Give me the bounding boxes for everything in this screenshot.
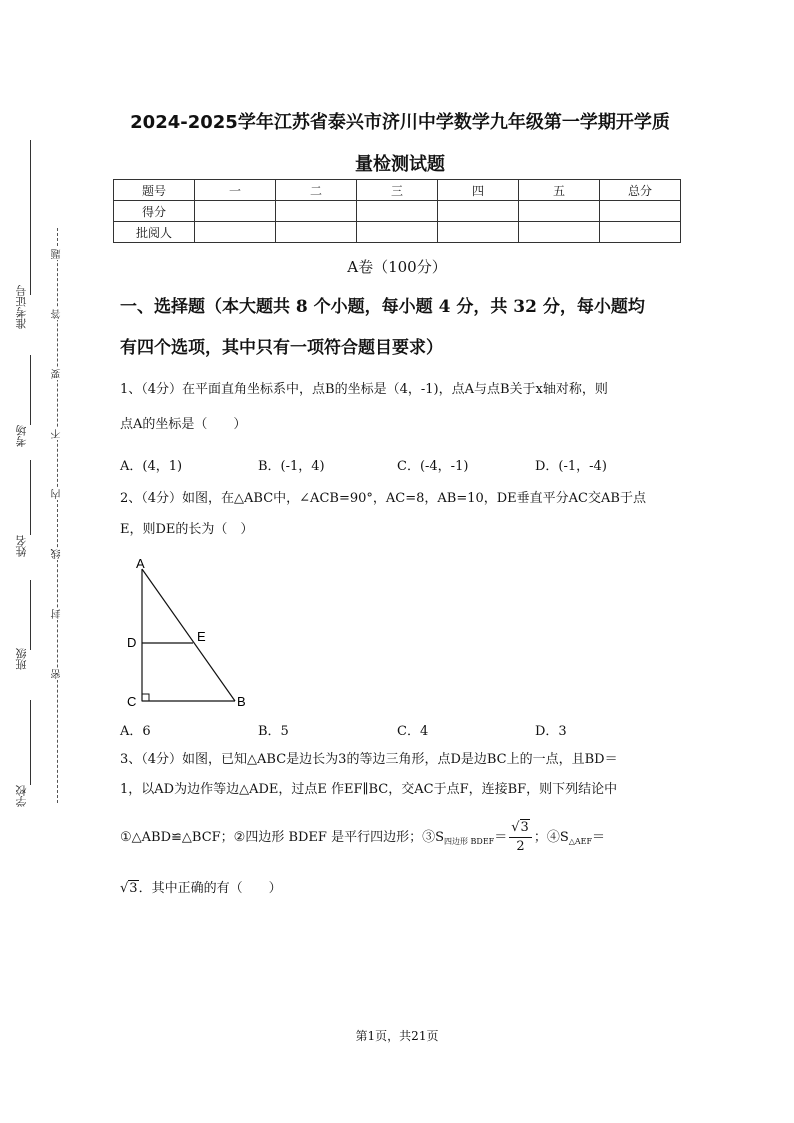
seal-char: 要 [52, 369, 63, 379]
seal-char: 不 [52, 429, 63, 439]
label-c: C [127, 694, 137, 709]
table-cell: 得分 [114, 201, 195, 222]
equals-sign: ＝ [592, 830, 606, 845]
sqrt3-symbol: √3 [120, 881, 138, 896]
score-entry-cell[interactable] [600, 201, 681, 222]
q1-option-b[interactable]: B．(-1，4) [258, 459, 325, 474]
exam-title-line1: 2024-2025学年江苏省泰兴市济川中学数学九年级第一学期开学质 [130, 112, 670, 133]
label-b: B [237, 694, 246, 709]
seal-char: 答 [52, 309, 63, 319]
q1-option-d[interactable]: D．(-1，-4) [535, 459, 607, 474]
q3-conclusion-4: ；④S [533, 830, 569, 845]
question-3-line1: 3、（4分）如图，已知△ABC是边长为3的等边三角形，点D是边BC上的一点，且BD＝ [120, 752, 618, 767]
score-entry-cell[interactable] [357, 201, 438, 222]
class-label: 班级 [15, 648, 28, 670]
q2-option-c[interactable]: C．4 [397, 724, 429, 739]
score-table-row [114, 201, 681, 222]
triangle-figure [120, 553, 260, 715]
q2-option-a[interactable]: A．6 [120, 724, 151, 739]
table-cell: 四 [438, 180, 519, 201]
q1-option-a[interactable]: A．(4，1) [120, 459, 183, 474]
score-table [113, 179, 681, 243]
q3-subscript-aef: △AEF [568, 837, 593, 846]
sqrt3-over-2-fraction: $\frac{√3}{2}$ [509, 819, 532, 856]
seal-char: 线 [52, 549, 63, 559]
page-footer: 第1页，共21页 [355, 1029, 439, 1043]
score-entry-cell[interactable] [438, 201, 519, 222]
grader-entry-cell[interactable] [600, 222, 681, 243]
question-1-line2: 点A的坐标是（ ） [120, 417, 247, 432]
table-cell: 总分 [600, 180, 681, 201]
seal-char: 题 [52, 249, 63, 259]
segment-ab [142, 569, 235, 701]
class-line [30, 580, 31, 650]
q1-option-c[interactable]: C．(-4，-1) [397, 459, 469, 474]
exam-room-line [30, 355, 31, 425]
table-cell: 五 [519, 180, 600, 201]
table-cell: 二 [276, 180, 357, 201]
question-3-line4 [120, 872, 680, 906]
equals-sign: ＝ [494, 830, 508, 845]
name-label: 姓名 [15, 535, 28, 557]
score-entry-cell[interactable] [195, 201, 276, 222]
grader-entry-cell[interactable] [357, 222, 438, 243]
table-cell: 三 [357, 180, 438, 201]
score-table-row [114, 222, 681, 243]
label-e: E [197, 629, 206, 644]
q3-subscript-bdef: 四边形 BDEF [443, 837, 495, 846]
school-label: 学校 [15, 785, 28, 807]
paper-section-a: A卷（100分） [347, 258, 447, 276]
candidate-number-label: 准考证号 [15, 285, 28, 329]
q3-conclusions-1-3: ①△ABD≌△BCF；②四边形 BDEF 是平行四边形；③S [120, 830, 444, 845]
question-1-line1: 1、（4分）在平面直角坐标系中，点B的坐标是（4，-1)，点A与点B关于x轴对称，则 [120, 382, 608, 397]
seal-char: 密 [52, 669, 63, 679]
table-cell: 题号 [114, 180, 195, 201]
grader-entry-cell[interactable] [519, 222, 600, 243]
table-cell: 批阅人 [114, 222, 195, 243]
grader-entry-cell[interactable] [438, 222, 519, 243]
section-heading-line2: 有四个选项，其中只有一项符合题目要求） [120, 338, 443, 358]
score-table-header-row [114, 180, 681, 201]
exam-room-label: 考场 [15, 425, 28, 447]
label-a: A [136, 556, 145, 571]
question-2-line1: 2、（4分）如图，在△ABC中，∠ACB=90°，AC=8，AB=10，DE垂直平分AC交AB于点 [120, 491, 646, 506]
seal-char: 内 [52, 489, 63, 499]
exam-title-line2: 量检测试题 [355, 154, 445, 175]
school-line [30, 700, 31, 785]
question-3-conclusions [120, 818, 680, 862]
label-d: D [127, 635, 137, 650]
question-2-line2: E，则DE的长为（ ） [120, 522, 254, 537]
q3-question-prompt: ．其中正确的有（ ） [138, 881, 282, 896]
section-heading-line1: 一、选择题（本大题共 8 个小题，每小题 4 分，共 32 分，每小题均 [120, 297, 645, 317]
grader-entry-cell[interactable] [195, 222, 276, 243]
name-line [30, 460, 31, 535]
q2-option-d[interactable]: D．3 [535, 724, 567, 739]
score-entry-cell[interactable] [276, 201, 357, 222]
score-entry-cell[interactable] [519, 201, 600, 222]
seal-char: 封 [52, 609, 63, 619]
right-angle-marker [142, 694, 149, 701]
sqrt-symbol: √3 [511, 820, 529, 835]
grader-entry-cell[interactable] [276, 222, 357, 243]
q2-option-b[interactable]: B．5 [258, 724, 289, 739]
table-cell: 一 [195, 180, 276, 201]
question-3-line2: 1，以AD为边作等边△ADE，过点E 作EF∥BC，交AC于点F，连接BF，则下列结论中 [120, 782, 618, 797]
